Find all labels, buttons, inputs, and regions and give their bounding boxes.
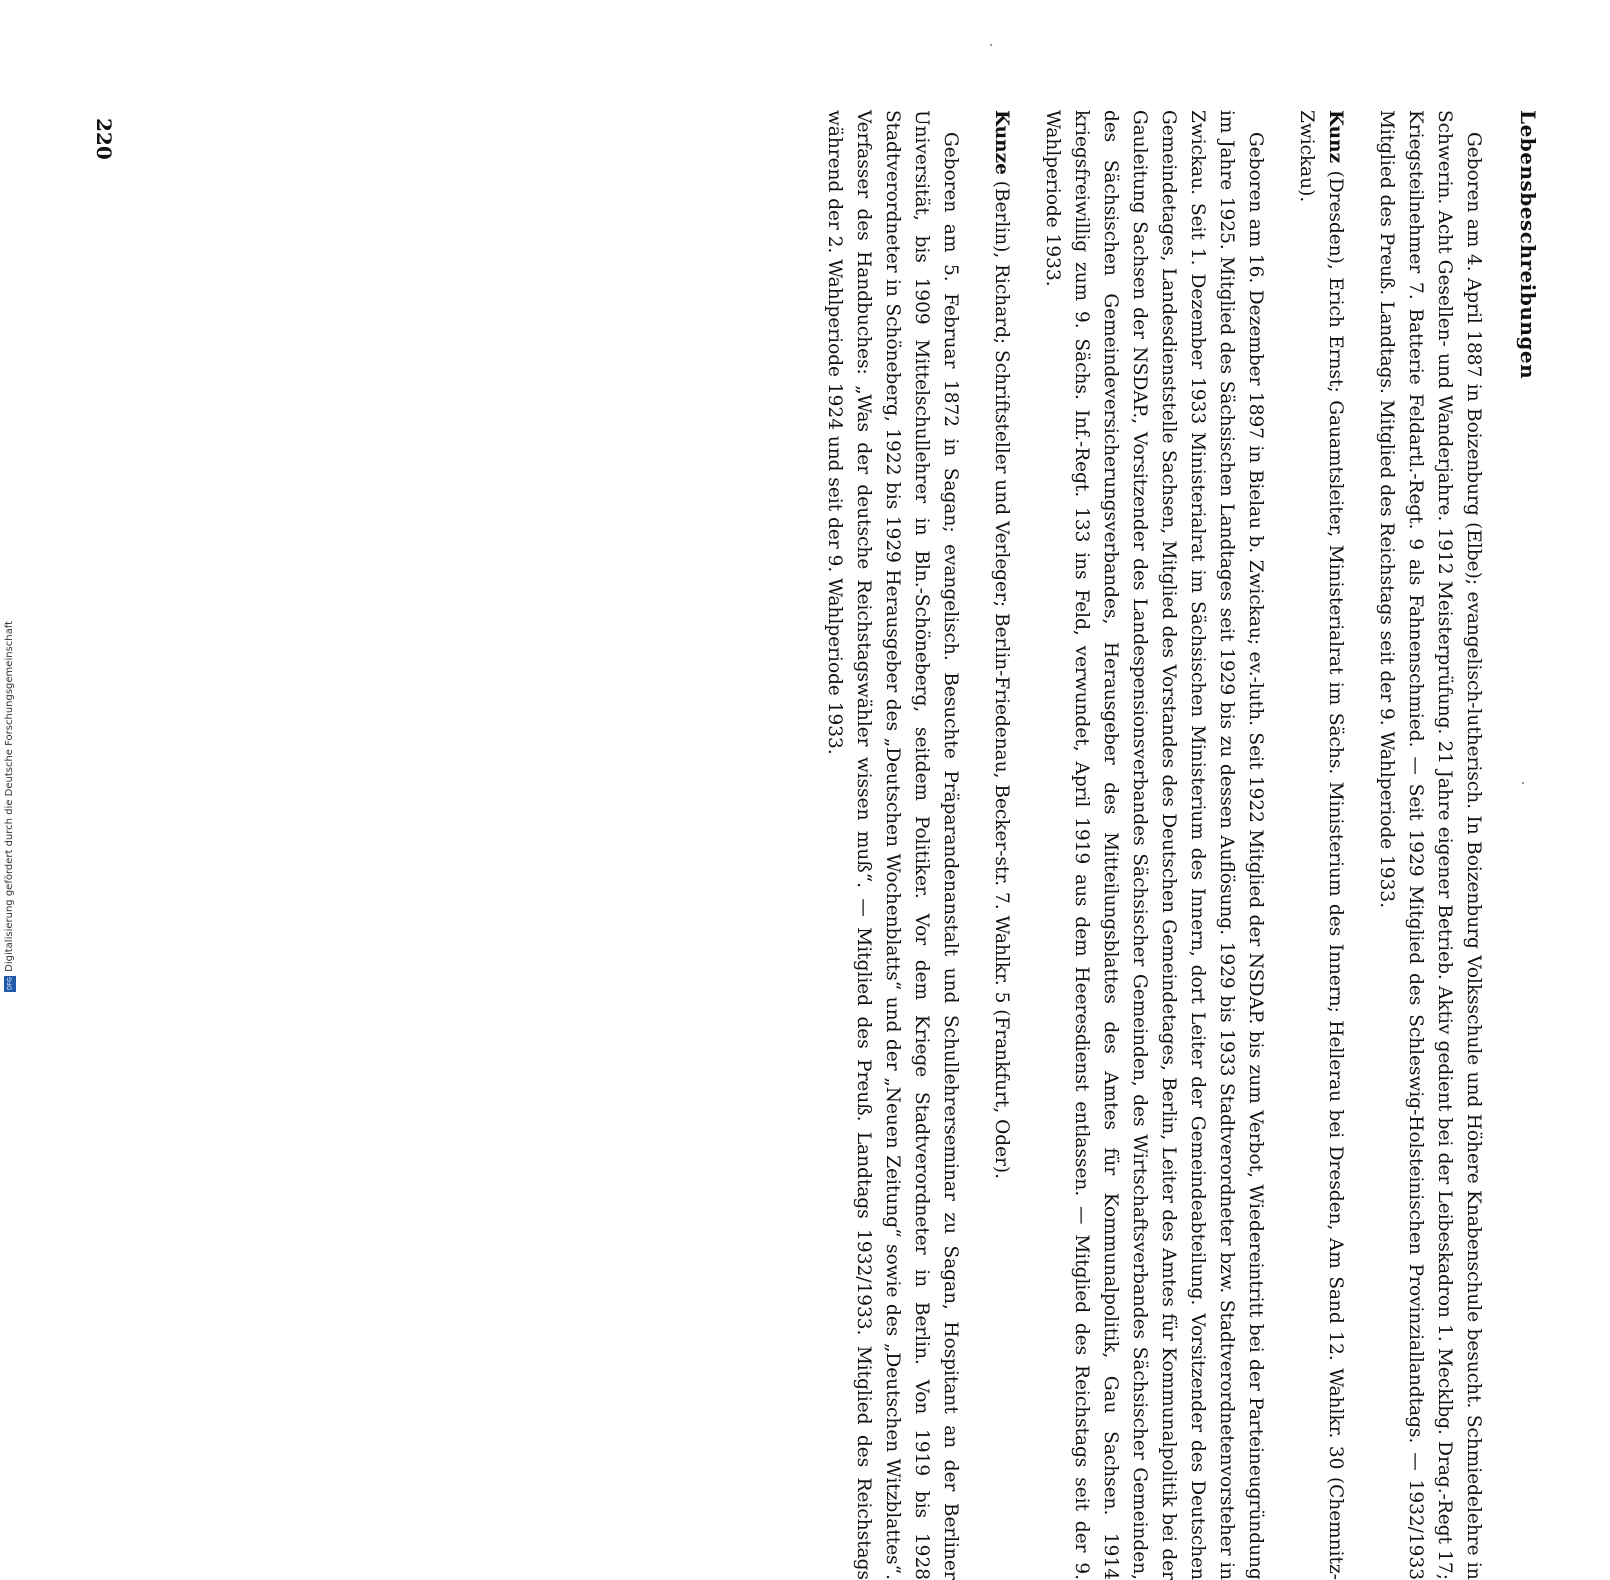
entry-3-intro [987,110,1016,1580]
page-number: 220 [92,118,116,160]
entry-3-body: Geboren am 5. Februar 1872 in Sagan; evangelisch. Besuchte Präparandenanstalt und Schullehrerseminar zu Sagan, Hospitant an der Berliner Universität, bis 1909 Mittelschullehrer in Bln.-Schöneberg, seitdem Politiker. Vor dem Kriege Stadtverordneter in Berlin. Von 1919 bis 1928 Stadtverordneter in Schöneberg, 1922 bis 1929 Herausgeber des „Deutschen Wochenblatts“ und der „Neuen Zeitung“ sowie des „Deutschen Witzblattes“. Verfasser des Handbuches: „Was der deutsche Reichstagswähler wissen muß“. — Mitglied des Preuß. Landtags 1932/1933. Mitglied des Reichstags während der 2. Wahlperiode 1924 und seit der 9. Wahlperiode 1933. [824,110,961,1580]
entry-2-body: Geboren am 16. Dezember 1897 in Bielau b. Zwickau; ev.-luth. Seit 1922 Mitglied der NSDAP. bis zum Verbot, Wiedereintritt bei der Parteineugründung im Jahre 1925. Mitglied des Sächsischen Landtages seit 1929 bis zu dessen Auflösung. 1929 bis 1933 Stadtverordneter bzw. Stadtverordnetenvorsteher in Zwickau. Seit 1. Dezember 1933 Ministerialrat im Sächsischen Ministerium des Innern, dort Leiter der Gemeindeabteilung. Vorsitzender des Deutschen Gemeindetages, Landesdienststelle Sachsen, Mitglied des Vorstandes des Deutschen Gemeindetages, Berlin, Leiter des Amtes für Kommunalpolitik bei der Gauleitung Sachsen der NSDAP., Vorsitzender des Landespensionsverbandes Sächsischer Gemeinden, des Wirtschaftsverbandes Sächsischer Gemeinden, des Sächsischen Gemeindeversicherungsverbandes, Herausgeber des Mitteilungsblattes des Amtes für Kommunalpolitik, Gau Sachsen. 1914 kriegsfreiwillig zum 9. Sächs. Inf.-Regt. 133 ins Feld, verwundet, April 1919 aus dem Heeresdienst entlassen. — Mitglied des Reichstags seit der 9. Wahlperiode 1933. [1042,110,1266,1580]
page-heading: Lebensbeschreibungen [1516,110,1540,380]
entry-2-intro [1292,110,1350,1580]
entry-3-text [820,110,965,1580]
scan-speck [1522,782,1524,784]
entry-3-intro-text: (Berlin), Richard; Schriftsteller und Verleger; Berlin-Friedenau, Becker-str. 7. Wahlkr. 5 (Frankfurt, Oder). [991,180,1012,1180]
page-text-column [670,110,1540,1580]
dfg-logo-icon: DFG [4,976,16,992]
digitization-credit: Digitalisierung gefördert durch die Deutsche Forschungsgemeinschaft [4,621,15,972]
rotated-page [670,110,1540,1580]
entry-2-text [1038,110,1270,1580]
entry-1-body: Geboren am 4. April 1887 in Boizenburg (Elbe); evangelisch-lutherisch. In Boizenburg Volksschule und Höhere Knabenschule besucht. Schmiedelehre in Schwerin. Acht Gesellen- und Wanderjahre. 1912 Meisterprüfung. 21 Jahre eigener Betrieb. Aktiv gedient bei der Leibeskadron 1. Mecklbg. Drag.-Regt 17; Kriegsteilnehmer 7. Batterie Feldartl.-Regt. 9 als Fahnenschmied. — Seit 1929 Mitglied des Schleswig-Holsteinischen Provinziallandtags. — 1932/1933 Mitglied des Preuß. Landtags. Mitglied des Reichstags seit der 9. Wahlperiode 1933. [1376,110,1484,1580]
entry-2-name: Kunz [1325,110,1346,164]
entry-3-name: Kunze [991,110,1012,175]
scan-speck [990,44,992,46]
entry-1-text [1372,110,1488,1580]
entry-2-intro-text: (Dresden), Erich Ernst; Gauamtsleiter, Ministerialrat im Sächs. Ministerium des Innern; Hellerau bei Dresden, Am Sand 12. Wahlkr. 30 (Chemnitz-Zwickau). [1296,110,1346,1580]
